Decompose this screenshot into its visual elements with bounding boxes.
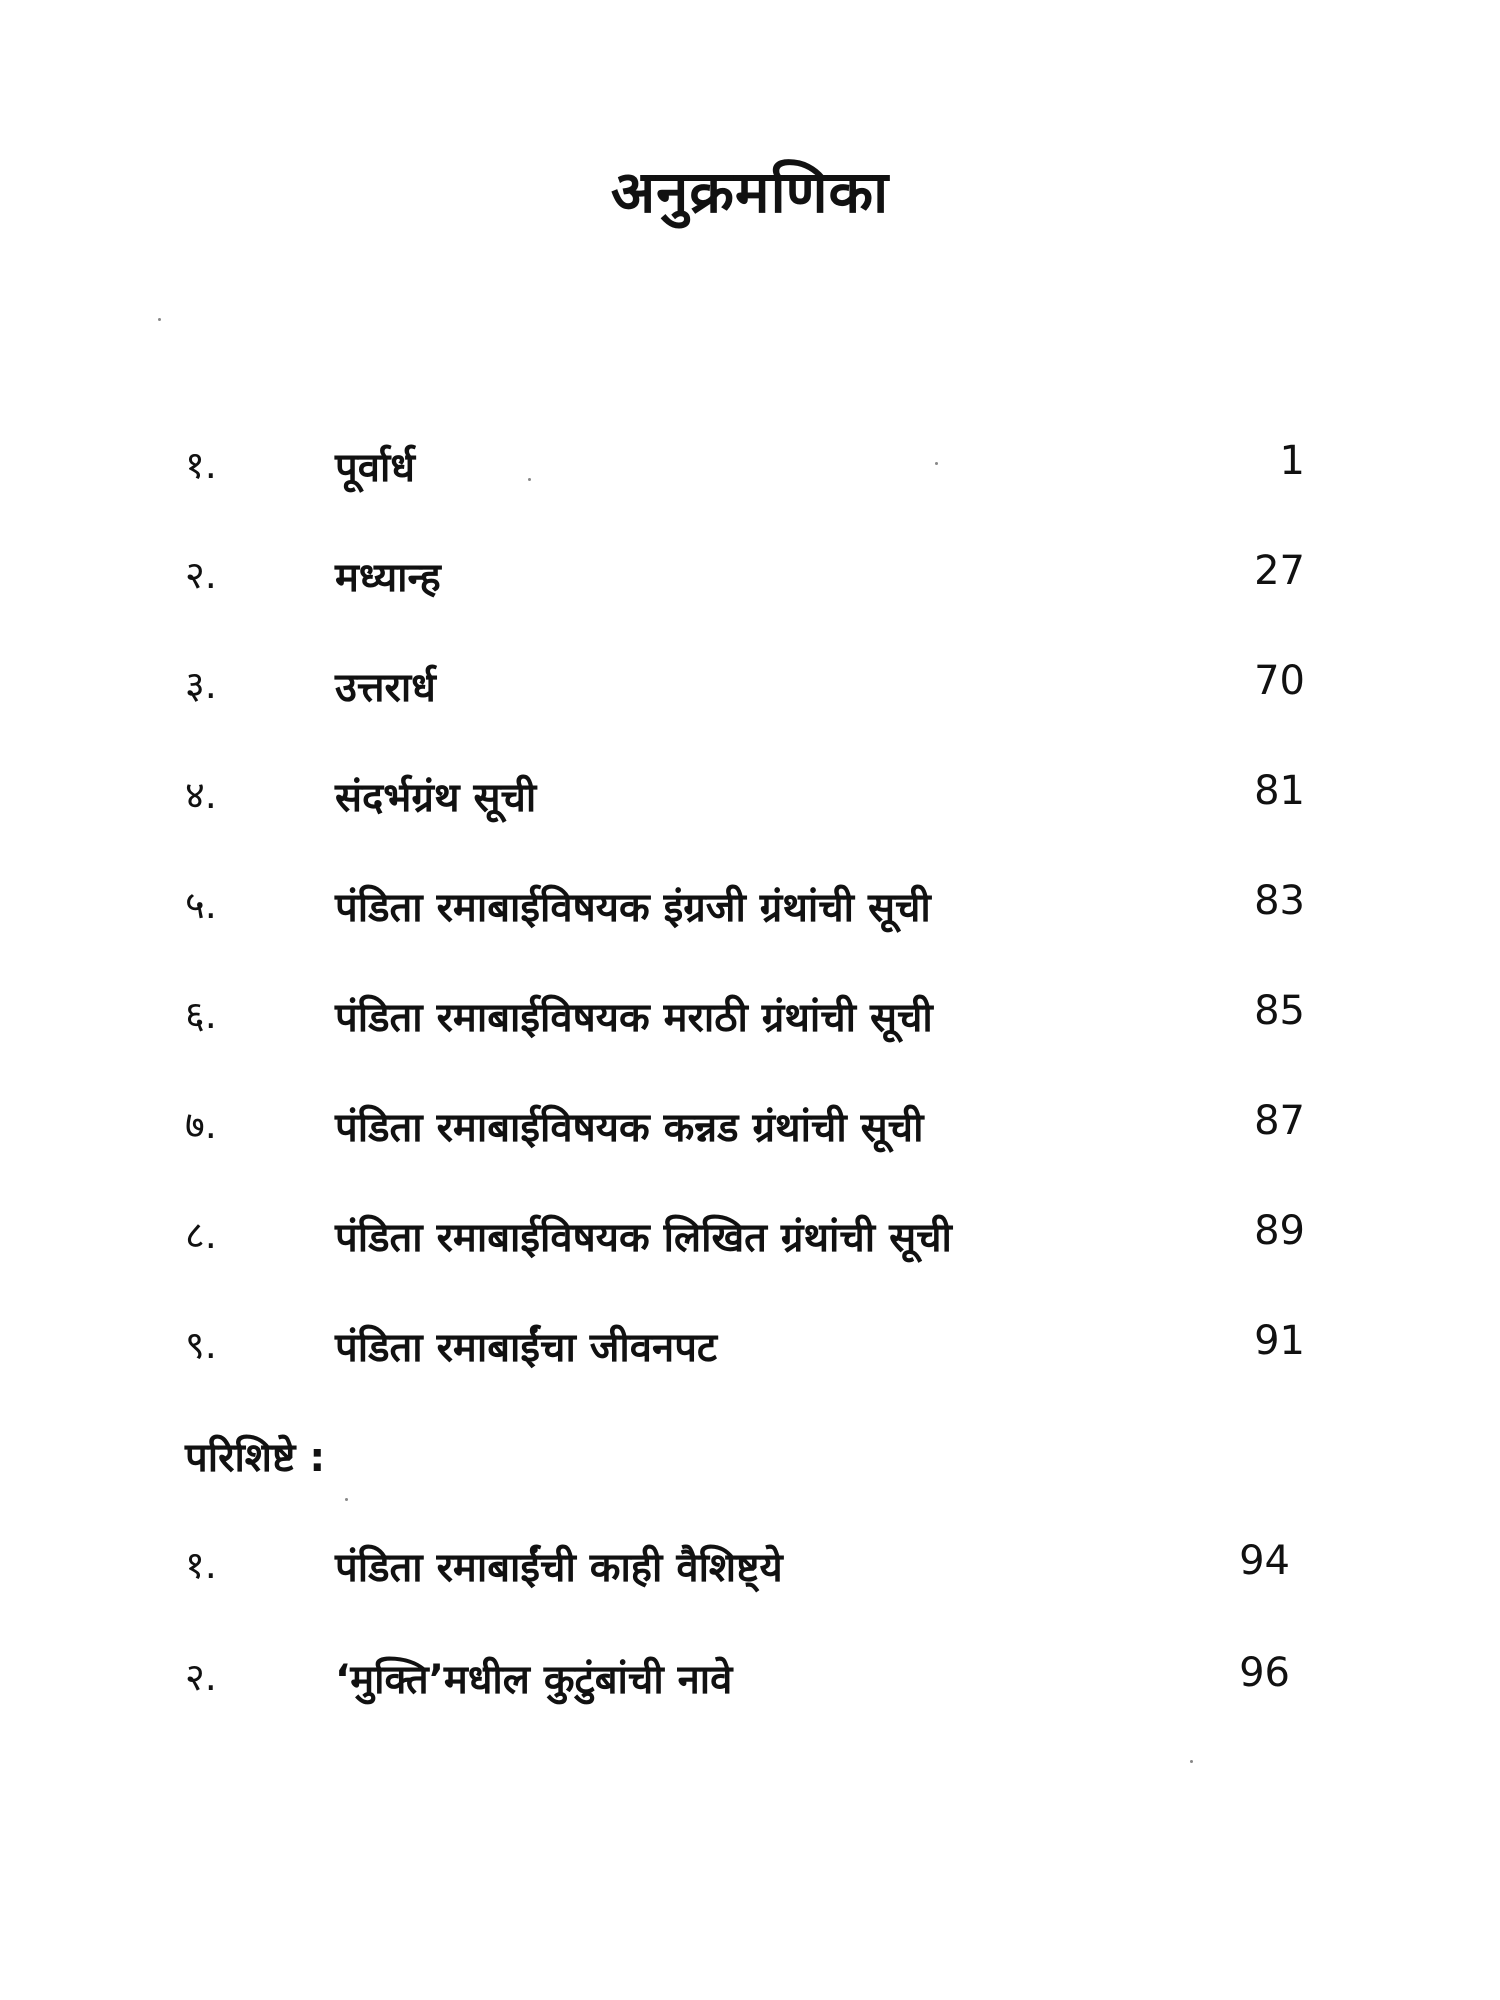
- entry-page-number: 70: [1254, 658, 1305, 704]
- entry-page-number: 94: [1239, 1538, 1290, 1584]
- toc-entry: [0, 1208, 1500, 1278]
- appendix-heading: परिशिष्टे :: [185, 1435, 326, 1481]
- scan-speck: [158, 318, 161, 321]
- entry-number: २.: [185, 553, 217, 597]
- page-title: अनुक्रमणिका: [610, 158, 890, 226]
- scan-speck: [1190, 1760, 1193, 1763]
- entry-page-number: 81: [1254, 768, 1305, 814]
- entry-page-number: 27: [1254, 548, 1305, 594]
- entry-number: १.: [185, 1543, 217, 1587]
- toc-entry: [0, 768, 1500, 838]
- entry-page-number: 91: [1254, 1318, 1305, 1364]
- entry-page-number: 87: [1254, 1098, 1305, 1144]
- entry-number: ४.: [185, 773, 217, 817]
- entry-number: ८.: [185, 1213, 217, 1257]
- entry-title: पूर्वार्ध: [335, 445, 415, 491]
- toc-entry: [0, 1318, 1500, 1388]
- entry-number: १.: [185, 443, 217, 487]
- entry-title: पंडिता रमाबाईविषयक लिखित ग्रंथांची सूची: [335, 1215, 952, 1261]
- entry-number: ९.: [185, 1323, 217, 1367]
- scan-speck: [345, 1498, 348, 1501]
- entry-page-number: 1: [1279, 438, 1305, 484]
- entry-number: २.: [185, 1655, 217, 1699]
- entry-number: ५.: [185, 883, 217, 927]
- entry-page-number: 83: [1254, 878, 1305, 924]
- entry-title: पंडिता रमाबाईंची काही वैशिष्ट्ये: [335, 1545, 783, 1591]
- scan-speck: [935, 462, 938, 465]
- toc-entry: [0, 658, 1500, 728]
- entry-page-number: 89: [1254, 1208, 1305, 1254]
- entry-number: ६.: [185, 993, 217, 1037]
- toc-entry: [0, 438, 1500, 508]
- toc-entry: [0, 878, 1500, 948]
- entry-title: पंडिता रमाबाईविषयक कन्नड ग्रंथांची सूची: [335, 1105, 924, 1151]
- entry-title: संदर्भग्रंथ सूची: [335, 775, 537, 821]
- entry-title: ‘मुक्ति’मधील कुटुंबांची नावे: [335, 1657, 733, 1703]
- toc-entry: [0, 988, 1500, 1058]
- entry-title: पंडिता रमाबाईंचा जीवनपट: [335, 1325, 718, 1371]
- toc-entry: [0, 1098, 1500, 1168]
- entry-number: ७.: [185, 1103, 217, 1147]
- entry-title: मध्यान्ह: [335, 555, 441, 601]
- entry-title: पंडिता रमाबाईविषयक इंग्रजी ग्रंथांची सूची: [335, 885, 931, 931]
- entry-title: उत्तरार्ध: [335, 665, 436, 711]
- toc-entry: [0, 548, 1500, 618]
- scan-speck: [528, 478, 531, 481]
- appendix-entry: [0, 1650, 1500, 1720]
- entry-number: ३.: [185, 663, 217, 707]
- entry-page-number: 96: [1239, 1650, 1290, 1696]
- entry-title: पंडिता रमाबाईविषयक मराठी ग्रंथांची सूची: [335, 995, 933, 1041]
- appendix-entry: [0, 1538, 1500, 1608]
- entry-page-number: 85: [1254, 988, 1305, 1034]
